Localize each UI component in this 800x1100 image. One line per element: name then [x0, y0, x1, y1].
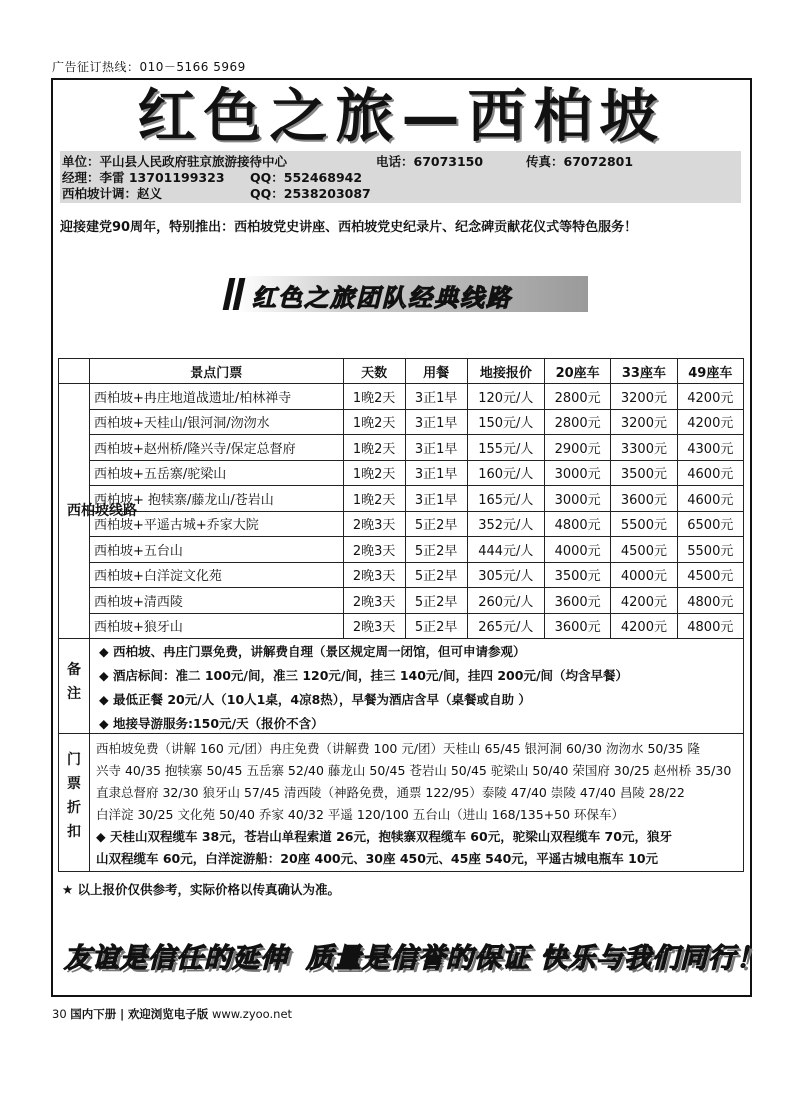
cell-price: 265元/人 — [467, 613, 544, 639]
tickets-side-label — [59, 734, 90, 871]
cell-33-seat: 4200元 — [611, 588, 677, 614]
footer-section: 国内下册 — [70, 1007, 117, 1021]
cell-price: 155元/人 — [467, 435, 544, 461]
promo-line: 迎接建党90周年，特别推出：西柏坡党史讲座、西柏坡党史纪录片、纪念碑贡献花仪式等特色服务！ — [60, 220, 638, 235]
cell-attractions: 西柏坡+赵州桥/隆兴寺/保定总督府 — [90, 435, 344, 461]
cell-meals: 5正2早 — [405, 511, 467, 537]
header-attractions: 景点门票 — [90, 359, 344, 384]
agency-phone: 电话：67073150 — [376, 154, 484, 169]
cell-20-seat: 2800元 — [544, 384, 610, 410]
cell-20-seat: 3000元 — [544, 460, 610, 486]
cell-20-seat: 4000元 — [544, 537, 610, 563]
cell-attractions: 西柏坡+平遥古城+乔家大院 — [90, 511, 344, 537]
cell-attractions: 西柏坡+天桂山/银河洞/沕沕水 — [90, 409, 344, 435]
note-line: ◆ 地接导游服务:150元/天（报价不含） — [99, 716, 324, 731]
banner-title: 红色之旅团队经典线路 — [252, 284, 512, 312]
slogan-quality: 质量是信誉的保证 — [306, 943, 530, 974]
cell-days: 2晚3天 — [343, 562, 405, 588]
cell-price: 160元/人 — [467, 460, 544, 486]
cell-49-seat: 4200元 — [677, 384, 743, 410]
routes-side-label-text: 西柏坡线路 — [67, 503, 137, 519]
note-line: ◆ 酒店标间：准二 100元/间，准三 120元/间，挂三 140元/间，挂四 200元/间（均含早餐） — [99, 668, 629, 683]
table-row — [59, 613, 744, 639]
header-33-seat: 33座车 — [611, 359, 677, 384]
cell-33-seat: 3300元 — [611, 435, 677, 461]
cell-20-seat: 3500元 — [544, 562, 610, 588]
cell-days: 2晚3天 — [343, 537, 405, 563]
footer-note: 欢迎浏览电子版 — [127, 1007, 209, 1021]
cell-49-seat: 4800元 — [677, 588, 743, 614]
tickets-label-text: 门票折扣 — [67, 752, 81, 840]
table-row — [59, 486, 744, 512]
cell-days: 2晚3天 — [343, 511, 405, 537]
manager-qq: QQ：552468942 — [250, 170, 363, 185]
table-header-row — [59, 359, 744, 384]
cell-33-seat: 5500元 — [611, 511, 677, 537]
table-row — [59, 435, 744, 461]
note-line: ◆ 西柏坡、冉庄门票免费，讲解费自理（景区规定周一闭馆，但可申请参观） — [99, 644, 526, 659]
cell-33-seat: 4500元 — [611, 537, 677, 563]
cell-attractions: 西柏坡+狼牙山 — [90, 613, 344, 639]
cell-price: 165元/人 — [467, 486, 544, 512]
table-row — [59, 384, 744, 410]
cell-days: 1晚2天 — [343, 460, 405, 486]
cell-price: 444元/人 — [467, 537, 544, 563]
table-row — [59, 562, 744, 588]
ticket-line: 直隶总督府 32/30 狼牙山 57/45 清西陵（神路免费，通票 122/95）泰陵 47/40 崇陵 47/40 昌陵 28/22 — [96, 785, 685, 800]
cell-attractions: 西柏坡+清西陵 — [90, 588, 344, 614]
header-days: 天数 — [343, 359, 405, 384]
cell-attractions: 西柏坡+白洋淀文化苑 — [90, 562, 344, 588]
ticket-discount-section — [58, 734, 744, 872]
cell-meals: 5正2早 — [405, 537, 467, 563]
cell-49-seat: 4200元 — [677, 409, 743, 435]
cell-attractions: 西柏坡+冉庄地道战遗址/柏林禅寺 — [90, 384, 344, 410]
cell-20-seat: 3000元 — [544, 486, 610, 512]
slogan-friendship: 友谊是信任的延伸 — [64, 943, 288, 974]
cell-20-seat: 2900元 — [544, 435, 610, 461]
header-meals: 用餐 — [405, 359, 467, 384]
header-49-seat: 49座车 — [677, 359, 743, 384]
cell-33-seat: 3600元 — [611, 486, 677, 512]
cell-days: 1晚2天 — [343, 409, 405, 435]
table-row — [59, 588, 744, 614]
routes-banner — [220, 276, 588, 312]
cell-49-seat: 4500元 — [677, 562, 743, 588]
note-line: ◆ 最低正餐 20元/人（10人1桌，4凉8热），早餐为酒店含早（桌餐或自助 ） — [99, 692, 531, 707]
slogan-happiness: 快乐与我们同行！ — [540, 943, 764, 974]
cell-meals: 5正2早 — [405, 613, 467, 639]
routes-side-label — [59, 384, 137, 639]
cell-price: 352元/人 — [467, 511, 544, 537]
manager-contact: 经理：李雷 13701199323 — [62, 170, 225, 185]
price-disclaimer: ★ 以上报价仅供参考，实际价格以传真确认为准。 — [62, 882, 341, 897]
cell-meals: 3正1早 — [405, 460, 467, 486]
ad-hotline: 广告征订热线：010－5166 5969 — [52, 60, 246, 74]
cell-days: 2晚3天 — [343, 613, 405, 639]
cell-days: 1晚2天 — [343, 435, 405, 461]
cell-49-seat: 4300元 — [677, 435, 743, 461]
notes-label-text: 备注 — [67, 662, 81, 702]
cell-price: 260元/人 — [467, 588, 544, 614]
cell-49-seat: 6500元 — [677, 511, 743, 537]
routes-table — [58, 358, 744, 639]
cell-meals: 3正1早 — [405, 409, 467, 435]
table-row — [59, 511, 744, 537]
page-number: 30 — [52, 1007, 67, 1021]
footer-separator: | — [119, 1007, 125, 1021]
cell-meals: 5正2早 — [405, 588, 467, 614]
cell-price: 150元/人 — [467, 409, 544, 435]
cell-33-seat: 4000元 — [611, 562, 677, 588]
cell-meals: 3正1早 — [405, 486, 467, 512]
ticket-line: ◆ 天桂山双程缆车 38元，苍岩山单程索道 26元，抱犊寨双程缆车 60元，驼梁山双程缆车 70元，狼牙 — [96, 829, 672, 844]
table-row — [59, 460, 744, 486]
page-title: 红色之旅—西柏坡 — [137, 82, 666, 150]
ticket-line: 山双程缆车 60元，白洋淀游船：20座 400元、30座 450元、45座 540元，平遥古城电瓶车 10元 — [96, 851, 659, 866]
table-row — [59, 537, 744, 563]
cell-price: 305元/人 — [467, 562, 544, 588]
cell-meals: 3正1早 — [405, 384, 467, 410]
notes-side-label — [59, 636, 90, 733]
cell-attractions: 西柏坡+五岳寨/驼梁山 — [90, 460, 344, 486]
page-footer — [52, 1006, 292, 1022]
agency-unit: 单位：平山县人民政府驻京旅游接待中心 — [62, 154, 288, 169]
cell-price: 120元/人 — [467, 384, 544, 410]
header-price: 地接报价 — [467, 359, 544, 384]
header-20-seat: 20座车 — [544, 359, 610, 384]
cell-days: 2晚3天 — [343, 588, 405, 614]
cell-49-seat: 4600元 — [677, 460, 743, 486]
cell-attractions: 西柏坡+ 抱犊寨/藤龙山/苍岩山 — [90, 486, 344, 512]
ticket-line: 西柏坡免费（讲解 160 元/团）冉庄免费（讲解费 100 元/团）天桂山 65/45 银河洞 60/30 沕沕水 50/35 隆 — [96, 741, 700, 756]
cell-days: 1晚2天 — [343, 486, 405, 512]
cell-49-seat: 5500元 — [677, 537, 743, 563]
planner-qq: QQ：2538203087 — [250, 186, 371, 201]
agency-fax: 传真：67072801 — [526, 154, 634, 169]
cell-meals: 3正1早 — [405, 435, 467, 461]
ticket-line: 白洋淀 30/25 文化苑 50/40 乔家 40/32 平遥 120/100 五台山（进山 168/135+50 环保车） — [96, 807, 625, 822]
cell-33-seat: 3200元 — [611, 384, 677, 410]
cell-20-seat: 3600元 — [544, 613, 610, 639]
contact-info-box — [60, 151, 741, 203]
cell-days: 1晚2天 — [343, 384, 405, 410]
cell-20-seat: 2800元 — [544, 409, 610, 435]
table-row — [59, 409, 744, 435]
ticket-line: 兴寺 40/35 抱犊寨 50/45 五岳寨 52/40 藤龙山 50/45 苍岩山 50/45 驼梁山 50/40 荣国府 30/25 赵州桥 35/30 — [96, 763, 732, 778]
cell-meals: 5正2早 — [405, 562, 467, 588]
notes-section — [58, 636, 744, 734]
cell-33-seat: 4200元 — [611, 613, 677, 639]
cell-33-seat: 3200元 — [611, 409, 677, 435]
cell-49-seat: 4600元 — [677, 486, 743, 512]
cell-attractions: 西柏坡+五台山 — [90, 537, 344, 563]
planner-contact: 西柏坡计调：赵义 — [62, 186, 163, 201]
cell-20-seat: 4800元 — [544, 511, 610, 537]
cell-20-seat: 3600元 — [544, 588, 610, 614]
footer-url: www.zyoo.net — [211, 1007, 293, 1021]
cell-33-seat: 3500元 — [611, 460, 677, 486]
header-spacer — [59, 359, 90, 384]
cell-49-seat: 4800元 — [677, 613, 743, 639]
